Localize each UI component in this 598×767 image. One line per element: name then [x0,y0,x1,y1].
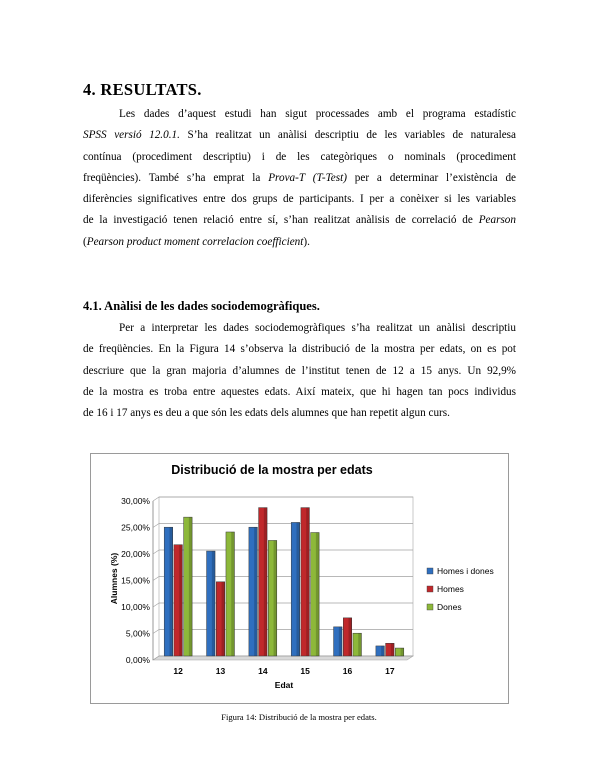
paragraph-line: freqüències). També s’ha emprat la Prova-T (T-Test) per a determinar l’existència de [83,171,517,184]
bar-shade [169,527,172,656]
y-tick-label: 15,00% [121,575,150,586]
paragraph-line: descriure que la gran majoria d’alumnes de l’institut tenen de 12 a 15 anys. Un 92,9% [83,364,516,377]
section-heading: 4. RESULTATS. [83,80,202,99]
subsection-heading: 4.1. Anàlisi de les dades sociodemogràfiques. [83,299,320,313]
bar-shade [349,618,352,656]
figure-caption: Figura 14: Distribució de la mostra per edats. [221,712,377,722]
y-tick-label: 25,00% [121,522,150,533]
chart-floor [153,656,413,660]
y-tick-label: 20,00% [121,549,150,559]
x-tick-label: 13 [215,666,226,676]
bar-shade [401,648,404,656]
y-tick-label: 5,00% [125,628,150,639]
gridline-side [153,630,159,634]
y-tick-label: 10,00% [121,602,150,612]
bar-shade [254,527,257,656]
chart-figure [90,453,509,704]
bar-shade [381,646,384,656]
chart-title: Distribució de la mostra per edats [171,463,373,477]
bar-shade [179,545,182,656]
legend-label: Homes [437,584,464,594]
y-axis-label: Alumnes (%) [109,552,119,605]
legend-swatch [427,586,433,592]
gridline-side [153,603,159,607]
sociodemographic-paragraph [83,318,516,424]
bar-chart [91,454,510,705]
bar-shade [274,540,277,656]
paragraph-line: Les dades d’aquest estudi han sigut processades amb el programa estadístic [119,108,516,120]
bar-shade [296,522,299,656]
paragraph-line: de la mostra es troba entre aquestes edats. Així mateix, que hi hagen tan pocs individus [83,385,516,398]
gridline-side [153,550,159,554]
bar-shade [264,508,267,656]
x-tick-label: 17 [385,666,395,676]
paragraph-line: de la investigació tenen relació entre sí, s’han realitzat anàlisis de correlació de Pearson [83,214,516,227]
bar-shade [316,533,319,656]
bar-shade [306,508,309,656]
legend-swatch [427,604,433,610]
x-tick-label: 16 [342,666,353,676]
gridline-side [153,524,159,528]
bar-shade [391,643,394,656]
bar-shade [222,582,225,656]
paragraph-line: de 16 i 17 anys es deu a que són les edats dels alumnes que han repetit algun curs. [83,407,450,420]
results-paragraph [83,104,516,253]
legend-label: Homes i dones [437,566,494,576]
bar-shade [189,517,192,656]
bar-shade [212,551,215,656]
bar-shade [231,532,234,656]
gridline-side [153,497,159,501]
bar-shade [339,627,342,656]
gridline-side [153,577,159,581]
x-axis-label: Edat [274,680,294,690]
y-tick-label: 0,00% [125,655,150,665]
bar-shade [358,633,361,656]
x-tick-label: 14 [258,666,268,676]
paragraph-line: (Pearson product moment correlacion coefficient). [83,235,310,248]
legend-label: Dones [437,602,462,612]
paragraph-line: diferències significatives entre dos grups de participants. I per a conèixer si les variables [83,193,516,206]
paragraph-line: SPSS versió 12.0.1. S’ha realitzat un anàlisi descriptiu de les variables de naturalesa [83,129,516,142]
x-tick-label: 12 [173,666,183,676]
paragraph-line: de freqüències. En la Figura 14 s’observa la distribució de la mostra per edats, on es pot [83,343,516,356]
paragraph-line: Per a interpretar les dades sociodemogràfiques s’ha realitzat un anàlisi descriptiu [119,322,516,334]
paragraph-line: contínua (procediment descriptiu) i de les categòriques o nominals (procediment [83,150,516,163]
y-tick-label: 30,00% [121,496,150,506]
x-tick-label: 15 [300,666,310,676]
legend-swatch [427,568,433,574]
